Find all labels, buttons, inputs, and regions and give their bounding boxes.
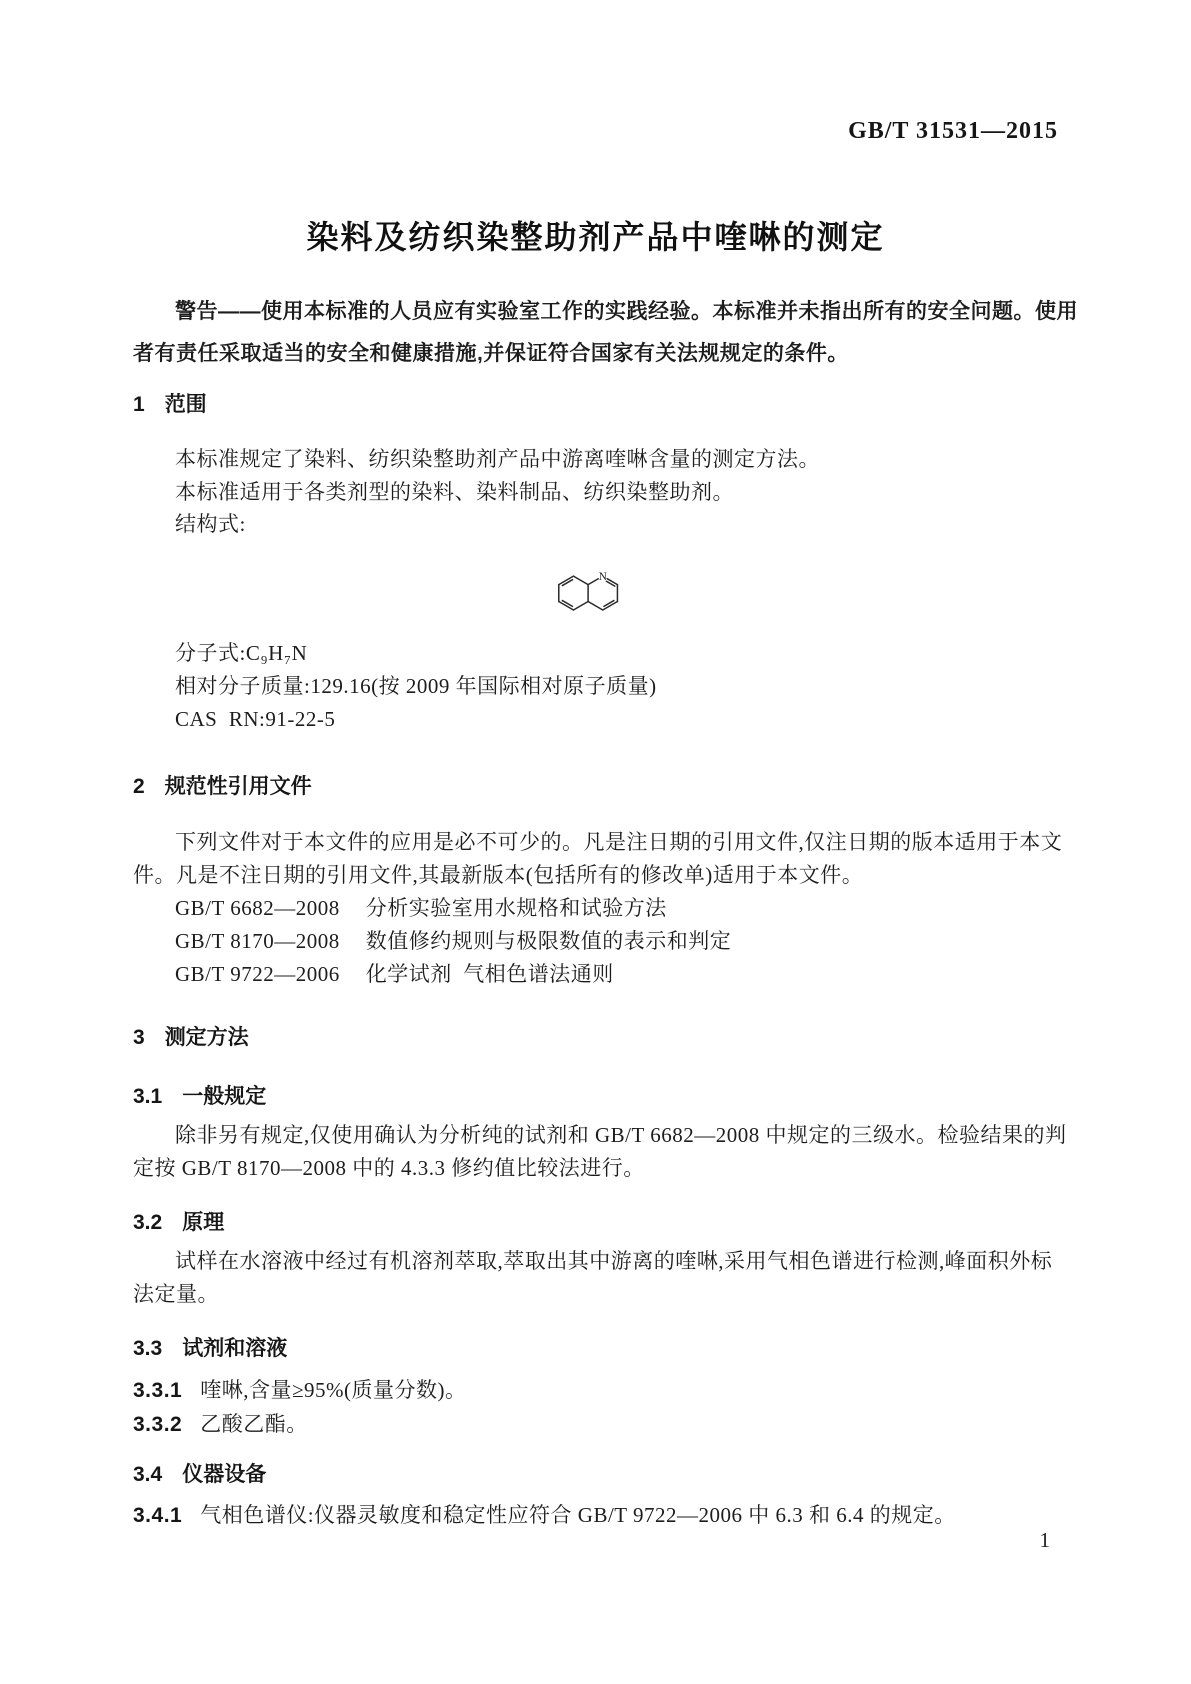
section-3-4-title: 仪器设备 <box>182 1463 267 1486</box>
quinoline-structure-diagram <box>549 563 643 630</box>
reference-title: 化学试剂 气相色谱法通则 <box>365 962 614 986</box>
clause-text: 乙酸乙酯。 <box>200 1412 308 1436</box>
section-1-title: 范围 <box>164 393 207 416</box>
reference-item <box>175 928 1058 954</box>
section-2-title: 规范性引用文件 <box>164 775 312 798</box>
clause-number: 3.4.1 <box>133 1504 183 1527</box>
section-3-heading <box>133 1021 249 1051</box>
structural-formula-label: 结构式: <box>175 512 246 536</box>
section-3-3-title: 试剂和溶液 <box>182 1337 288 1360</box>
references-intro-line-1: 下列文件对于本文件的应用是必不可少的。凡是注日期的引用文件,仅注日期的版本适用于本文 <box>175 830 1063 854</box>
standard-number: GB/T 31531—2015 <box>848 118 1058 144</box>
section-3-1-line-2: 定按 GB/T 8170—2008 中的 4.3.3 修约值比较法进行。 <box>133 1156 645 1180</box>
reference-code: GB/T 8170—2008 <box>175 929 340 953</box>
reference-item <box>175 961 1058 987</box>
section-3-number: 3 <box>133 1026 145 1049</box>
page-number: 1 <box>1039 1528 1050 1552</box>
section-3-2-number: 3.2 <box>133 1211 163 1234</box>
reference-title: 分析实验室用水规格和试验方法 <box>365 896 667 920</box>
section-2-number: 2 <box>133 775 145 798</box>
molecular-formula: 分子式:C₉H₇N <box>175 641 308 665</box>
section-3-4-heading <box>133 1458 266 1488</box>
section-3-3-number: 3.3 <box>133 1337 163 1360</box>
reference-item <box>175 895 1058 921</box>
scope-paragraph-1: 本标准规定了染料、纺织染整助剂产品中游离喹啉含量的测定方法。 <box>175 447 820 471</box>
section-3-2-heading <box>133 1206 224 1236</box>
section-3-2-line-2: 法定量。 <box>133 1282 219 1306</box>
nitrogen-label: N <box>598 571 607 584</box>
reference-code: GB/T 6682—2008 <box>175 896 340 920</box>
section-1-number: 1 <box>133 393 145 416</box>
warning-line-2: 者有责任采取适当的安全和健康措施,并保证符合国家有关法规规定的条件。 <box>133 342 849 365</box>
section-3-2-line-1: 试样在水溶液中经过有机溶剂萃取,萃取出其中游离的喹啉,采用气相色谱进行检测,峰面积外标 <box>175 1249 1053 1273</box>
section-3-1-line-1: 除非另有规定,仅使用确认为分析纯的试剂和 GB/T 6682—2008 中规定的三级水。检验结果的判 <box>175 1123 1067 1147</box>
reference-code: GB/T 9722—2006 <box>175 962 340 986</box>
section-3-1-heading <box>133 1080 266 1110</box>
document-title: 染料及纺织染整助剂产品中喹啉的测定 <box>306 219 885 255</box>
section-2-heading <box>133 770 312 800</box>
section-3-title: 测定方法 <box>164 1026 249 1049</box>
section-3-2-title: 原理 <box>182 1211 225 1234</box>
section-1-heading <box>133 388 207 418</box>
clause-3-4-1 <box>133 1502 1058 1529</box>
clause-text: 气相色谱仪:仪器灵敏度和稳定性应符合 GB/T 9722—2006 中 6.3 和 6.4 的规定。 <box>200 1503 956 1527</box>
cas-number: CAS RN:91-22-5 <box>175 707 336 731</box>
clause-number: 3.3.1 <box>133 1379 183 1402</box>
scope-paragraph-2: 本标准适用于各类剂型的染料、染料制品、纺织染整助剂。 <box>175 480 734 504</box>
references-intro-line-2: 件。凡是不注日期的引用文件,其最新版本(包括所有的修改单)适用于本文件。 <box>133 863 864 887</box>
section-3-1-title: 一般规定 <box>182 1085 267 1108</box>
molecular-weight: 相对分子质量:129.16(按 2009 年国际相对原子质量) <box>175 674 657 698</box>
clause-3-3-2 <box>133 1411 1058 1438</box>
clause-text: 喹啉,含量≥95%(质量分数)。 <box>200 1378 467 1402</box>
warning-line-1: 警告——使用本标准的人员应有实验室工作的实践经验。本标准并未指出所有的安全问题。使用 <box>175 300 1078 323</box>
section-3-4-number: 3.4 <box>133 1463 163 1486</box>
reference-title: 数值修约规则与极限数值的表示和判定 <box>365 929 732 953</box>
clause-3-3-1 <box>133 1377 1058 1404</box>
section-3-3-heading <box>133 1332 287 1362</box>
section-3-1-number: 3.1 <box>133 1085 163 1108</box>
clause-number: 3.3.2 <box>133 1413 183 1436</box>
